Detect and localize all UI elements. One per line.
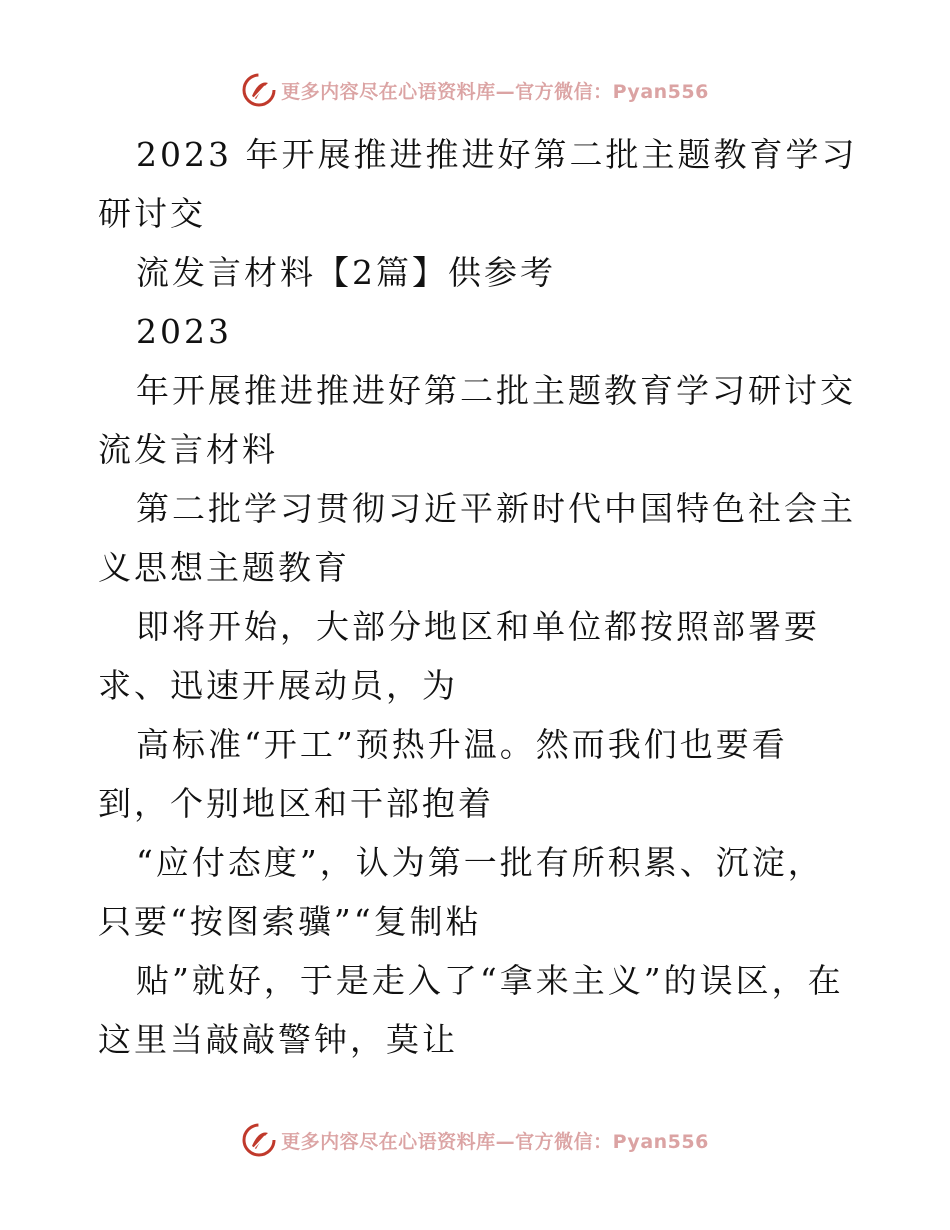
paragraph: 高标准“开工”预热升温。然而我们也要看到，个别地区和干部抱着 [98,725,788,823]
paragraph: 2023 [136,312,232,351]
paragraph: “应付态度”，认为第一批有所积累、沉淀，只要“按图索骥”“复制粘 [98,843,824,941]
watermark-footer [0,1118,950,1162]
paragraph: 第二批学习贯彻习近平新时代中国特色社会主义思想主题教育 [98,489,856,587]
paragraph: 流发言材料【2篇】供参考 [136,253,556,292]
watermark-text: 更多内容尽在心语资料库—官方微信：Pyan556 [281,80,709,103]
watermark-header [0,68,950,112]
paragraph: 2023 年开展推进推进好第二批主题教育学习研讨交 [98,135,858,233]
watermark-logo-icon [241,72,277,108]
paragraph: 即将开始，大部分地区和单位都按照部署要求、迅速开展动员，为 [98,607,820,705]
paragraph: 年开展推进推进好第二批主题教育学习研讨交流发言材料 [98,371,856,469]
watermark-text: 更多内容尽在心语资料库—官方微信：Pyan556 [281,1130,709,1153]
watermark-logo-icon [241,1122,277,1158]
paragraph: 贴”就好，于是走入了“拿来主义”的误区，在这里当敲敲警钟，莫让 [98,961,844,1059]
document-body [98,125,858,1069]
